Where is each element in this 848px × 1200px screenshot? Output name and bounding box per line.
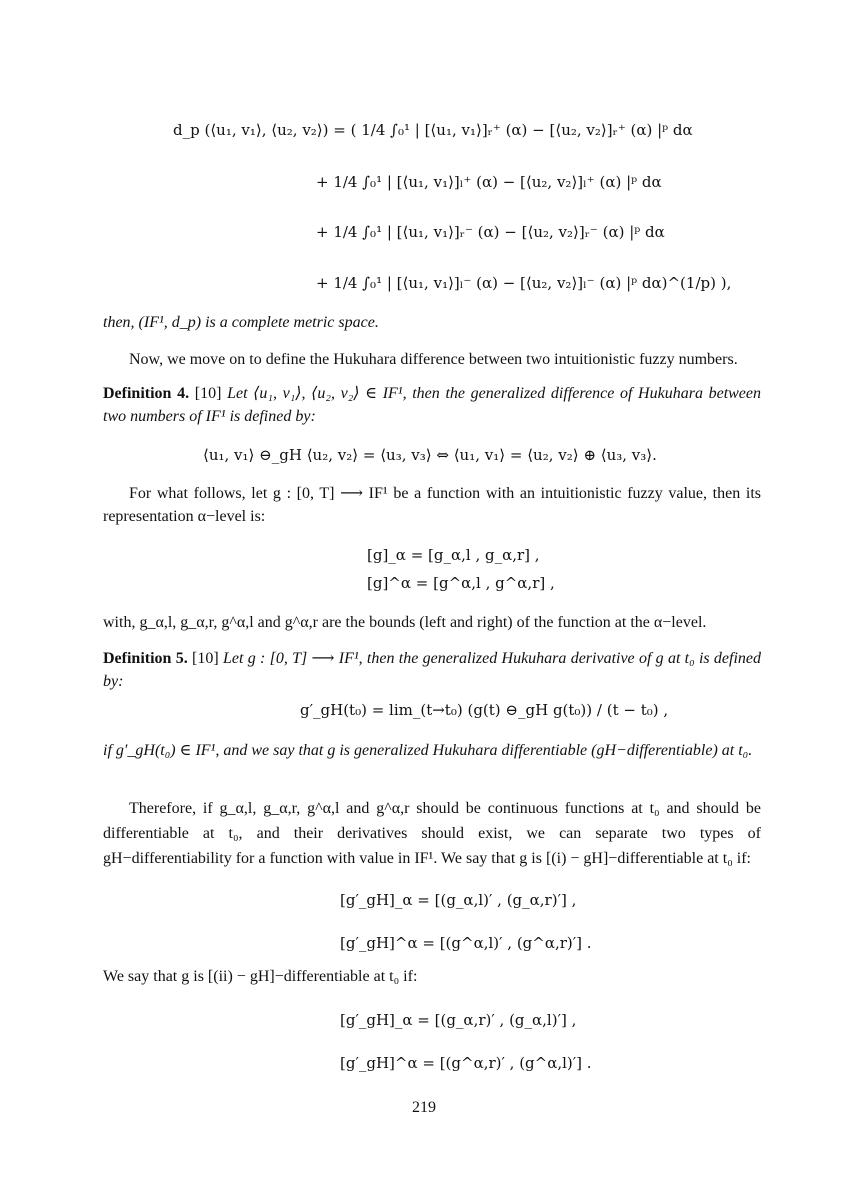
definition-5 (103, 647, 761, 693)
case-i-eq-2: [g′_gH]^α = [(g^α,l)′ , (g^α,r)′] . (340, 934, 592, 952)
definition-5-text: Let g : [0, T] ⟶ IF¹, then the generalized Hukuhara derivative of g at t₀ is defined by: (103, 650, 762, 691)
definition-5-cite: [10] (192, 650, 219, 667)
metric-conclusion: then, (IF¹, d_p) is a complete metric space. (103, 314, 379, 331)
definition-5-label: Definition 5. (103, 650, 188, 667)
case-ii-intro: We say that g is [(ii) − gH]−differentiable at t₀ if: (103, 968, 418, 985)
alpha-level-eq-2: [g]^α = [g^α,l , g^α,r] , (367, 574, 555, 592)
definition-5-equation: g′_gH(t₀) = lim_(t→t₀) (g(t) ⊖_gH g(t₀)) / (t − t₀) , (300, 701, 669, 719)
definition-4-equation: ⟨u₁, v₁⟩ ⊖_gH ⟨u₂, v₂⟩ = ⟨u₃, v₃⟩ ⇔ ⟨u₁, v₁⟩ = ⟨u₂, v₂⟩ ⊕ ⟨u₃, v₃⟩. (203, 446, 657, 464)
bounds-text: with, g_α,l, g_α,r, g^α,l and g^α,r are the bounds (left and right) of the function at the α−level. (103, 614, 707, 631)
intro-hukuhara: Now, we move on to define the Hukuhara difference between two intuitionistic fuzzy numbers. (129, 351, 738, 368)
function-intro: For what follows, let g : [0, T] ⟶ IF¹ be a function with an intuitionistic fuzzy value, then its representation α−level is: (103, 485, 761, 526)
definition-5-after: if g′_gH(t₀) ∈ IF¹, and we say that g is generalized Hukuhara differentiable (gH−differentiable) at t₀. (103, 742, 753, 759)
page-number: 219 (412, 1099, 436, 1116)
case-ii-eq-2: [g′_gH]^α = [(g^α,r)′ , (g^α,l)′] . (340, 1054, 592, 1072)
metric-eq-line-1: d_p (⟨u₁, v₁⟩, ⟨u₂, v₂⟩) = ( 1/4 ∫₀¹ | [⟨u₁, v₁⟩]ᵣ⁺ (α) − [⟨u₂, v₂⟩]ᵣ⁺ (α) |ᵖ dα (173, 121, 693, 139)
definition-4-cite: [10] (194, 385, 222, 402)
case-ii-eq-1: [g′_gH]_α = [(g_α,r)′ , (g_α,l)′] , (340, 1011, 577, 1029)
therefore-paragraph: Therefore, if g_α,l, g_α,r, g^α,l and g^α,r should be continuous functions at t₀ and should be differentiable at t₀, and their derivatives should exist, we can separate two types of gH−differentiability for a function with value in IF¹. We say that g is [(i) − gH]−differentiable at t₀ if: (103, 800, 761, 867)
definition-4-label: Definition 4. (103, 385, 190, 402)
alpha-level-eq-1: [g]_α = [g_α,l , g_α,r] , (367, 546, 540, 564)
case-i-eq-1: [g′_gH]_α = [(g_α,l)′ , (g_α,r)′] , (340, 891, 577, 909)
metric-eq-line-3: + 1/4 ∫₀¹ | [⟨u₁, v₁⟩]ᵣ⁻ (α) − [⟨u₂, v₂⟩]ᵣ⁻ (α) |ᵖ dα (316, 223, 665, 241)
metric-eq-line-4: + 1/4 ∫₀¹ | [⟨u₁, v₁⟩]ₗ⁻ (α) − [⟨u₂, v₂⟩]ₗ⁻ (α) |ᵖ dα)^(1/p) ), (316, 274, 732, 292)
metric-eq-line-2: + 1/4 ∫₀¹ | [⟨u₁, v₁⟩]ₗ⁺ (α) − [⟨u₂, v₂⟩]ₗ⁺ (α) |ᵖ dα (316, 173, 662, 191)
definition-4 (103, 382, 761, 428)
definition-4-text: Let ⟨u₁, v₁⟩, ⟨u₂, v₂⟩ ∈ IF¹, then the generalized difference of Hukuhara between two numbers of IF¹ is defined by: (103, 385, 762, 426)
